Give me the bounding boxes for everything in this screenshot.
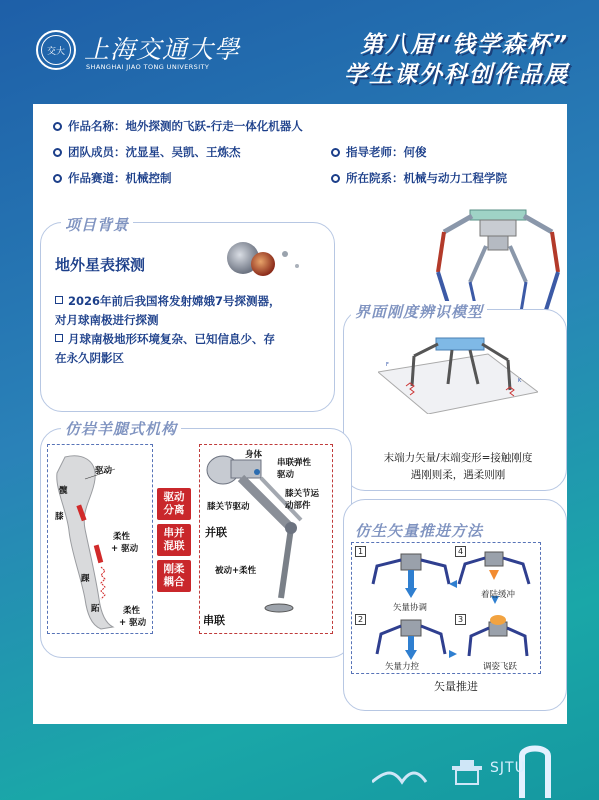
bio-label-flex-1a: 柔性 bbox=[113, 532, 131, 542]
mech-label-knee-motion: 膝关节运 bbox=[285, 489, 320, 499]
university-name-cn: 上海交通大學 bbox=[84, 35, 241, 64]
mech-label-serial: 串联 bbox=[203, 614, 225, 627]
planet-image bbox=[213, 234, 313, 282]
bio-label-drive: 驱动 bbox=[95, 466, 113, 476]
step-number-1: 1 bbox=[355, 546, 366, 557]
background-heading: 地外星表探测 bbox=[55, 256, 146, 274]
mech-label-series-elastic-2: 驱动 bbox=[277, 470, 295, 480]
svg-text:K: K bbox=[518, 378, 522, 384]
bio-label-flex-2a: 柔性 bbox=[123, 606, 141, 616]
university-name-en: SHANGHAI JIAO TONG UNIVERSITY bbox=[86, 63, 210, 71]
circle-bullet-icon bbox=[53, 122, 62, 131]
info-school: 所在院系：机械与动力工程学院 bbox=[331, 170, 507, 186]
mech-label-series-elastic: 串联弹性 bbox=[277, 458, 312, 468]
mech-label-body: 身体 bbox=[245, 450, 263, 460]
expo-title-line2: 学生课外科创作品展 bbox=[344, 62, 569, 88]
poster-card bbox=[33, 104, 567, 724]
mech-label-knee-drive: 膝关节驱动 bbox=[207, 502, 250, 512]
step-number-4: 4 bbox=[455, 546, 466, 557]
bio-label-knee: 膝 bbox=[55, 512, 64, 522]
mech-leg-illustration bbox=[201, 448, 331, 632]
bio-label-flex-2b: + 驱动 bbox=[119, 618, 147, 628]
section-title-vector: 仿生矢量推进方法 bbox=[351, 520, 487, 541]
bio-label-flex-1b: + 驱动 bbox=[111, 544, 139, 554]
background-item-1: 2026年前后我国将发射嫦娥7号探测器，对月球南极进行探测 bbox=[55, 294, 281, 327]
bio-label-hip: 髋 bbox=[59, 486, 68, 496]
label-attitude-jump: 调姿飞跃 bbox=[483, 662, 518, 672]
bio-label-toe: 跖 bbox=[91, 604, 100, 614]
section-title-stiffness: 界面刚度辨识模型 bbox=[351, 301, 487, 322]
label-vector-coord: 矢量协调 bbox=[393, 603, 428, 613]
mech-label-passive-flex: 被动+柔性 bbox=[215, 566, 257, 576]
header bbox=[0, 0, 599, 100]
expo-title-line1: 第八届“钱学森杯” bbox=[360, 32, 569, 58]
footer-gate-decoration bbox=[372, 742, 572, 798]
square-bullet-icon bbox=[55, 296, 63, 304]
circle-bullet-icon bbox=[331, 148, 340, 157]
square-bullet-icon bbox=[55, 334, 63, 342]
info-team: 团队成员：沈显星、吴凯、王炼杰 bbox=[53, 144, 241, 160]
stiffness-caption: 末端力矢量/末端变形=接触刚度 遇刚则柔，遇柔则刚 bbox=[383, 452, 533, 481]
info-project-name: 作品名称：地外探测的飞跃-行走一体化机器人 bbox=[53, 118, 303, 134]
badge-rigid-flex: 刚柔 耦合 bbox=[157, 560, 191, 592]
info-advisor: 指导老师：何俊 bbox=[331, 144, 427, 160]
circle-bullet-icon bbox=[53, 174, 62, 183]
stiffness-model-diagram bbox=[378, 332, 538, 414]
info-track: 作品赛道：机械控制 bbox=[53, 170, 172, 186]
badge-drive-separation: 驱动 分离 bbox=[157, 488, 191, 520]
svg-text:F: F bbox=[386, 362, 389, 368]
logo-inner-mark: 交大 bbox=[41, 35, 71, 65]
section-title-background: 项目背景 bbox=[61, 214, 133, 235]
step-number-3: 3 bbox=[455, 614, 466, 625]
circle-bullet-icon bbox=[331, 174, 340, 183]
label-landing-buffer: 着陆缓冲 bbox=[481, 590, 516, 600]
background-item-2: 月球南极地形环境复杂、已知信息少、存在永久阴影区 bbox=[55, 332, 275, 365]
circle-bullet-icon bbox=[53, 148, 62, 157]
vector-caption: 矢量推进 bbox=[434, 680, 478, 693]
bio-label-ankle: 踝 bbox=[81, 574, 90, 584]
step-number-2: 2 bbox=[355, 614, 366, 625]
mech-label-knee-motion-2: 动部件 bbox=[285, 501, 311, 511]
section-title-leg: 仿岩羊腿式机构 bbox=[61, 418, 181, 439]
label-vector-force: 矢量力控 bbox=[385, 662, 420, 672]
mech-label-parallel: 并联 bbox=[205, 526, 227, 539]
badge-serial-parallel: 串并 混联 bbox=[157, 524, 191, 556]
vector-steps-illustration bbox=[353, 544, 539, 672]
university-logo bbox=[36, 30, 76, 70]
footer-sjtu-mark: SJTU bbox=[490, 760, 526, 776]
